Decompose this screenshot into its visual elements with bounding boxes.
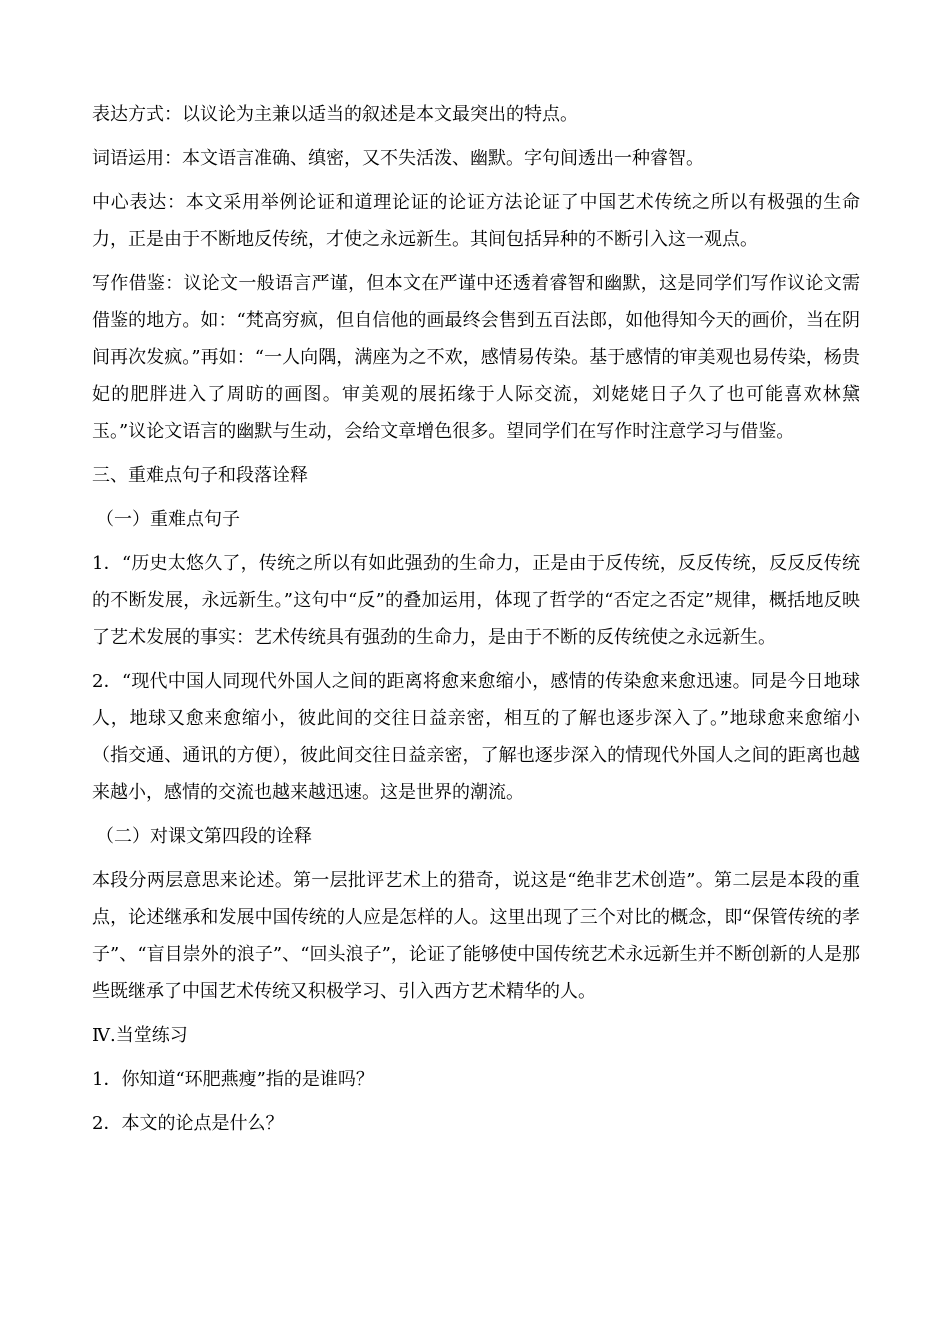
paragraph-four-explanation: 本段分两层意思来论述。第一层批评艺术上的猎奇，说这是“绝非艺术创造”。第二层是本段的重点，论述继承和发展中国传统的人应是怎样的人。这里出现了三个对比的概念，即“保管传统的孝子”、“盲目崇外的浪子”、“回头浪子”，论证了能够使中国传统艺术永远新生并不断创新的人是那些既继承了中国艺术传统又积极学习、引入西方艺术精华的人。: [92, 870, 860, 1002]
subsection-one-heading: （一）重难点句子: [96, 509, 240, 530]
expression-method-paragraph: 表达方式：以议论为主兼以适当的叙述是本文最突出的特点。: [92, 104, 578, 125]
exercise-question-1: 1．你知道“环肥燕瘦”指的是谁吗？: [92, 1069, 374, 1090]
section-four-heading: Ⅳ.当堂练习: [92, 1025, 188, 1046]
difficult-sentence-1: 1．“历史太悠久了，传统之所以有如此强劲的生命力，正是由于反传统，反反传统，反反反传统的不断发展，永远新生。”这句中“反”的叠加运用，体现了哲学的“否定之否定”规律，概括地反映了艺术发展的事实：艺术传统具有强劲的生命力，是由于不断的反传统使之永远新生。: [92, 553, 860, 648]
writing-reference-paragraph: 写作借鉴：议论文一般语言严谨，但本文在严谨中还透着睿智和幽默，这是同学们写作议论文需借鉴的地方。如：“梵高穷疯，但自信他的画最终会售到五百法郎，如他得知今天的画价，当在阴间再次发疯。”再如：“一人向隅，满座为之不欢，感情易传染。基于感情的审美观也易传染，杨贵妃的肥胖进入了周昉的画图。审美观的展拓缘于人际交流，刘姥姥日子久了也可能喜欢林黛玉。”议论文语言的幽默与生动，会给文章增色很多。望同学们在写作时注意学习与借鉴。: [92, 273, 860, 442]
exercise-question-2: 2．本文的论点是什么？: [92, 1113, 284, 1134]
section-three-heading: 三、重难点句子和段落诠释: [92, 465, 308, 486]
document-page: [92, 96, 860, 1149]
subsection-two-heading: （二）对课文第四段的诠释: [96, 826, 312, 847]
word-usage-paragraph: 词语运用：本文语言准确、缜密，又不失活泼、幽默。字句间透出一种睿智。: [92, 148, 704, 169]
central-expression-paragraph: 中心表达：本文采用举例论证和道理论证的论证方法论证了中国艺术传统之所以有极强的生命力，正是由于不断地反传统，才使之永远新生。其间包括异种的不断引入这一观点。: [92, 192, 860, 250]
difficult-sentence-2: 2．“现代中国人同现代外国人之间的距离将愈来愈缩小，感情的传染愈来愈迅速。同是今日地球人，地球又愈来愈缩小，彼此间的交往日益亲密，相互的了解也逐步深入了。”地球愈来愈缩小（指交通、通讯的方便），彼此间交往日益亲密，了解也逐步深入的情现代外国人之间的距离也越来越小，感情的交流也越来越迅速。这是世界的潮流。: [92, 671, 860, 803]
